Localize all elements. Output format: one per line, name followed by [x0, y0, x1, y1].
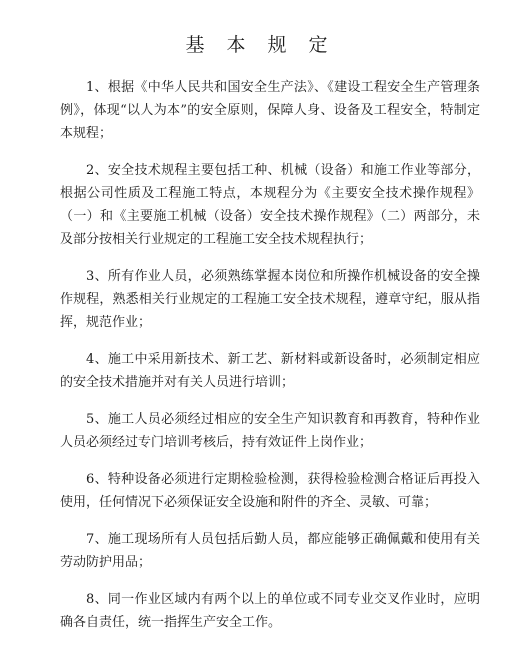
paragraph-3: 3、所有作业人员，必须熟练掌握本岗位和所操作机械设备的安全操作规程，熟悉相关行业规定的工程施工安全技术规程，遵章守纪，服从指挥，规范作业；	[60, 269, 480, 330]
paragraph-1: 1、根据《中华人民共和国安全生产法》、《建设工程安全生产管理条例》，体现“以人为本”的安全原则，保障人身、设备及工程安全，特制定本规程；	[60, 80, 480, 141]
paragraph-6: 6、特种设备必须进行定期检验检测，获得检验检测合格证后再投入使用，任何情况下必须保证安全设施和附件的齐全、灵敏、可靠；	[60, 472, 480, 510]
paragraph-7: 7、施工现场所有人员包括后勤人员，都应能够正确佩戴和使用有关劳动防护用品；	[60, 532, 480, 570]
paragraph-4: 4、施工中采用新技术、新工艺、新材料或新设备时，必须制定相应的安全技术措施并对有关人员进行培训；	[60, 352, 480, 390]
paragraph-2: 2、安全技术规程主要包括工种、机械（设备）和施工作业等部分，根据公司性质及工程施工特点，本规程分为《主要安全技术操作规程》（一）和《主要施工机械（设备）安全技术操作规程》（二）两部分，未及部分按相关行业规定的工程施工安全技术规程执行；	[60, 163, 480, 247]
document-body	[60, 76, 480, 648]
paragraph-5: 5、施工人员必须经过相应的安全生产知识教育和再教育，特种作业人员必须经过专门培训考核后，持有效证件上岗作业；	[60, 412, 480, 450]
paragraph-8: 8、同一作业区域内有两个以上的单位或不同专业交叉作业时，应明确各自责任，统一指挥生产安全工作。	[60, 592, 480, 630]
document-title: 基 本 规 定	[185, 34, 336, 56]
